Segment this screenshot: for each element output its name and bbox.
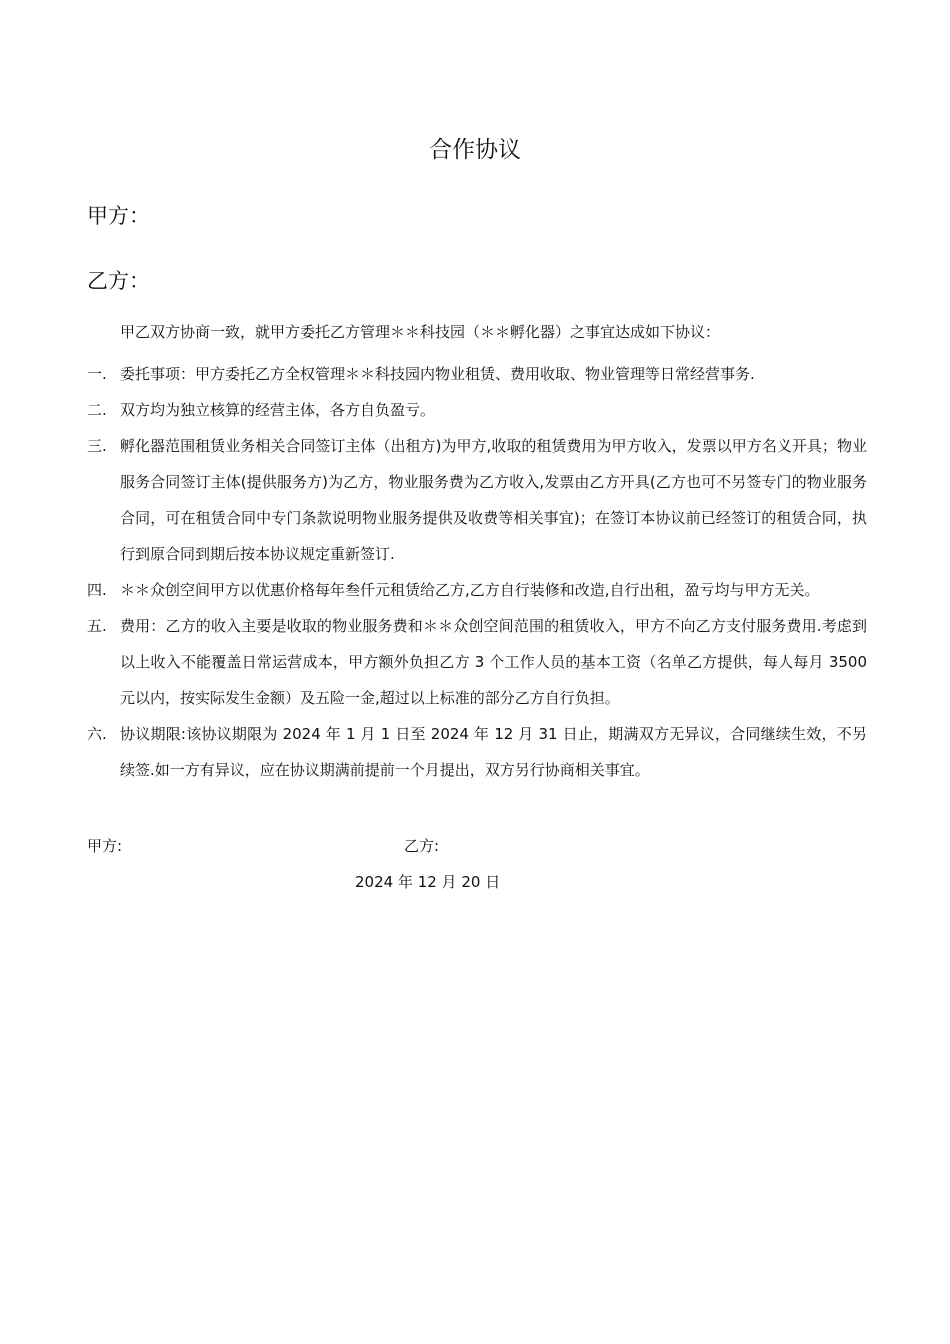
document-title: 合作协议	[429, 137, 521, 163]
signature-party-a: 甲方:	[87, 837, 123, 855]
clause-text: 委托事项：甲方委托乙方全权管理＊＊科技园内物业租赁、费用收取、物业管理等日常经营事务.	[120, 365, 755, 383]
signing-date: 2024 年 12 月 20 日	[355, 873, 501, 891]
clause-number: 三.	[87, 437, 107, 455]
clause-item	[87, 356, 867, 392]
clause-list	[87, 356, 867, 788]
clause-item	[87, 608, 867, 716]
clause-item	[87, 392, 867, 428]
clause-number: 二.	[87, 401, 107, 419]
clause-text: 协议期限:该协议期限为 2024 年 1 月 1 日至 2024 年 12 月 31 日止，期满双方无异议，合同继续生效，不另续签.如一方有异议，应在协议期满前提前一个月提出，双方另行协商相关事宜。	[120, 725, 867, 779]
party-a-label: 甲方：	[87, 204, 150, 228]
clause-number: 一.	[87, 365, 107, 383]
clause-text: 费用：乙方的收入主要是收取的物业服务费和＊＊众创空间范围的租赁收入，甲方不向乙方支付服务费用.考虑到以上收入不能覆盖日常运营成本，甲方额外负担乙方 3 个工作人员的基本工资（名单乙方提供，每人每月 3500 元以内，按实际发生金额）及五险一金,超过以上标准的部分乙方自行负担。	[120, 617, 867, 707]
party-b-label: 乙方：	[87, 269, 150, 293]
clause-item	[87, 428, 867, 572]
signature-party-b: 乙方:	[404, 837, 440, 855]
clause-text: ＊＊众创空间甲方以优惠价格每年叁仟元租赁给乙方,乙方自行装修和改造,自行出租，盈亏均与甲方无关。	[120, 581, 820, 599]
clause-number: 五.	[87, 617, 107, 635]
clause-text: 孵化器范围租赁业务相关合同签订主体（出租方)为甲方,收取的租赁费用为甲方收入，发票以甲方名义开具；物业服务合同签订主体(提供服务方)为乙方，物业服务费为乙方收入,发票由乙方开具(乙方也可不另签专门的物业服务合同，可在租赁合同中专门条款说明物业服务提供及收费等相关事宜)；在签订本协议前已经签订的租赁合同，执行到原合同到期后按本协议规定重新签订.	[120, 437, 867, 563]
intro-paragraph: 甲乙双方协商一致，就甲方委托乙方管理＊＊科技园（＊＊孵化器）之事宜达成如下协议：	[120, 323, 721, 341]
clause-item	[87, 716, 867, 788]
clause-text: 双方均为独立核算的经营主体，各方自负盈亏。	[120, 401, 436, 419]
clause-item	[87, 572, 867, 608]
clause-number: 四.	[87, 581, 107, 599]
clause-number: 六.	[87, 725, 107, 743]
